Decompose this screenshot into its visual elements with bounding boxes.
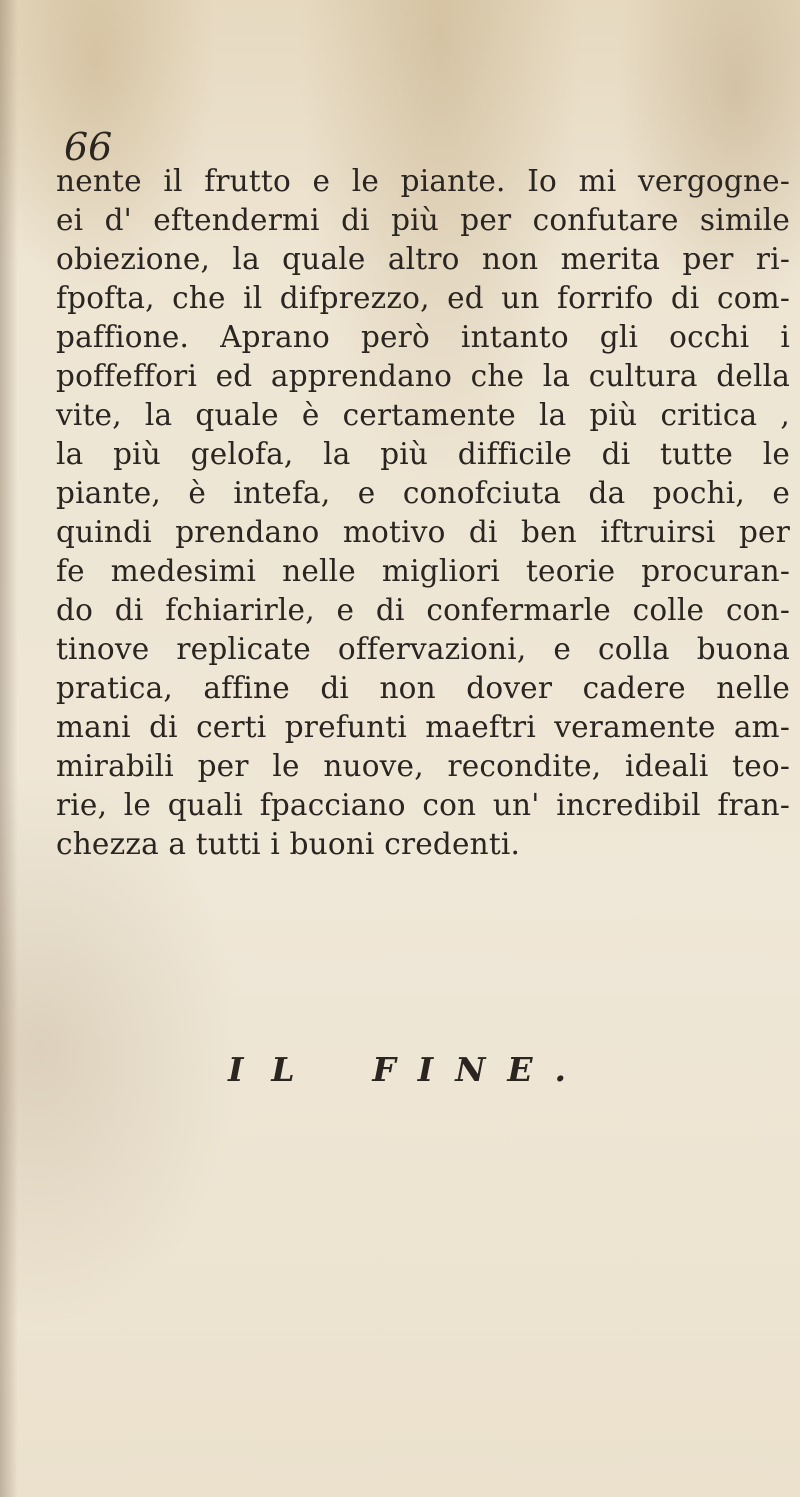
- text-line: quindi prendano motivo di ben iftruirsi per: [56, 515, 790, 549]
- text-line: piante, è intefa, e conofciuta da pochi, e: [56, 476, 790, 510]
- text-line: pratica, affine di non dover cadere nelle: [56, 671, 790, 705]
- text-line: chezza a tutti i buoni credenti.: [56, 827, 521, 861]
- text-line: fe medesimi nelle migliori teorie procuran-: [56, 554, 790, 588]
- text-line: do di fchiarirle, e di confermarle colle con-: [56, 593, 790, 627]
- the-end-word-fine: FINE.: [372, 1050, 588, 1089]
- text-line: la più gelofa, la più difficile di tutte le: [56, 437, 790, 471]
- page-gutter: [0, 0, 18, 1497]
- text-line: paffione. Aprano però intanto gli occhi i: [56, 320, 790, 354]
- text-line: mirabili per le nuove, recondite, ideali teo-: [56, 749, 790, 783]
- text-line: tinove replicate offervazioni, e colla buona: [56, 632, 790, 666]
- the-end-heading: [228, 1050, 588, 1089]
- text-line: ei d' eftendermi di più per confutare simile: [56, 203, 790, 237]
- text-line: obiezione, la quale altro non merita per ri-: [56, 242, 790, 276]
- text-line: rie, le quali fpacciano con un' incredibil fran-: [56, 788, 790, 822]
- body-text: [56, 162, 790, 864]
- text-line: vite, la quale è certamente la più critica ,: [56, 398, 790, 432]
- page-number: 66: [64, 125, 113, 169]
- text-line: nente il frutto e le piante. Io mi vergogne-: [56, 164, 790, 198]
- the-end-word-il: IL: [228, 1050, 323, 1089]
- text-line: fpofta, che il difprezzo, ed un forrifo di com-: [56, 281, 790, 315]
- text-line: poffeffori ed apprendano che la cultura della: [56, 359, 790, 393]
- text-line: mani di certi prefunti maeftri veramente am-: [56, 710, 790, 744]
